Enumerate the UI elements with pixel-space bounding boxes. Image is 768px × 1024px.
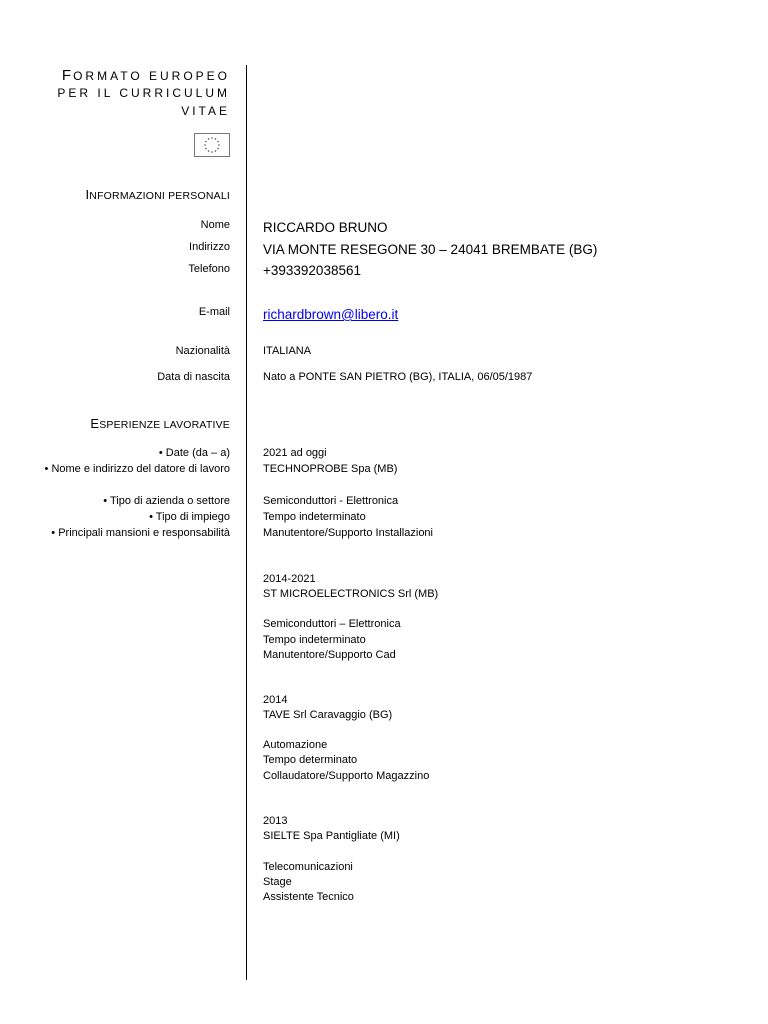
- eu-star: [217, 148, 219, 150]
- email-link[interactable]: richardbrown@libero.it: [263, 307, 399, 322]
- label-birth: Data di nascita: [157, 371, 230, 383]
- job-dates: 2021 ad oggi: [263, 447, 327, 459]
- value-address: VIA MONTE RESEGONE 30 – 24041 BREMBATE (BG): [263, 242, 598, 257]
- cv-title-rest: ORMATO EUROPEO: [73, 69, 230, 83]
- cv-title-line3: VITAE: [181, 104, 230, 118]
- label-duties: • Principali mansioni e responsabilità: [51, 527, 230, 539]
- section-personal-info: INFORMAZIONI PERSONALI: [85, 187, 230, 202]
- eu-flag-icon: [194, 133, 230, 157]
- value-birth: Nato a PONTE SAN PIETRO (BG), ITALIA, 06/05/1987: [263, 371, 533, 383]
- value-phone: +393392038561: [263, 263, 361, 278]
- job-type: Tempo indeterminato: [263, 511, 366, 523]
- job-type: Tempo determinato: [263, 754, 358, 766]
- job-duties: Collaudatore/Supporto Magazzino: [263, 770, 430, 782]
- job-sector: Telecomunicazioni: [263, 861, 353, 873]
- label-name: Nome: [200, 219, 230, 231]
- job-sector: Semiconduttori – Elettronica: [263, 618, 401, 630]
- cv-title-line2: PER IL CURRICULUM: [57, 86, 230, 100]
- eu-star: [215, 138, 217, 140]
- value-nationality: ITALIANA: [263, 345, 312, 357]
- label-sector: • Tipo di azienda o settore: [103, 495, 230, 507]
- eu-star: [208, 150, 210, 152]
- label-address: Indirizzo: [189, 241, 230, 253]
- eu-star: [205, 148, 207, 150]
- job-duties: Assistente Tecnico: [263, 891, 354, 903]
- eu-star: [217, 141, 219, 143]
- job-type: Stage: [263, 876, 292, 888]
- job-dates: 2013: [263, 815, 288, 827]
- eu-star: [218, 144, 220, 146]
- job-employer: SIELTE Spa Pantigliate (MI): [263, 830, 400, 842]
- cv-title-line1: [62, 67, 230, 84]
- eu-star: [208, 138, 210, 140]
- job-sector: Semiconduttori - Elettronica: [263, 495, 399, 507]
- label-email: E-mail: [198, 306, 230, 318]
- eu-stars-circle: [195, 134, 229, 156]
- cv-title-initial: F: [61, 67, 74, 84]
- eu-star: [204, 144, 206, 146]
- section-work-experience: ESPERIENZE LAVORATIVE: [90, 416, 230, 431]
- eu-star: [205, 141, 207, 143]
- job-duties: Manutentore/Supporto Installazioni: [263, 527, 433, 539]
- column-divider: [246, 65, 247, 980]
- job-sector: Automazione: [263, 739, 328, 751]
- job-employer: TAVE Srl Caravaggio (BG): [263, 709, 393, 721]
- job-type: Tempo indeterminato: [263, 634, 366, 646]
- eu-star: [211, 151, 213, 153]
- job-employer: TECHNOPROBE Spa (MB): [263, 463, 398, 475]
- label-phone: Telefono: [188, 263, 230, 275]
- eu-star: [211, 137, 213, 139]
- job-dates: 2014-2021: [263, 573, 316, 585]
- label-nationality: Nazionalità: [175, 345, 230, 357]
- job-employer: ST MICROELECTRONICS Srl (MB): [263, 588, 439, 600]
- label-dates: • Date (da – a): [158, 447, 230, 459]
- job-duties: Manutentore/Supporto Cad: [263, 649, 396, 661]
- label-employer: • Nome e indirizzo del datore di lavoro: [44, 463, 230, 475]
- eu-star: [215, 150, 217, 152]
- job-dates: 2014: [263, 694, 288, 706]
- value-name: RICCARDO BRUNO: [263, 220, 388, 235]
- label-job-type: • Tipo di impiego: [149, 511, 230, 523]
